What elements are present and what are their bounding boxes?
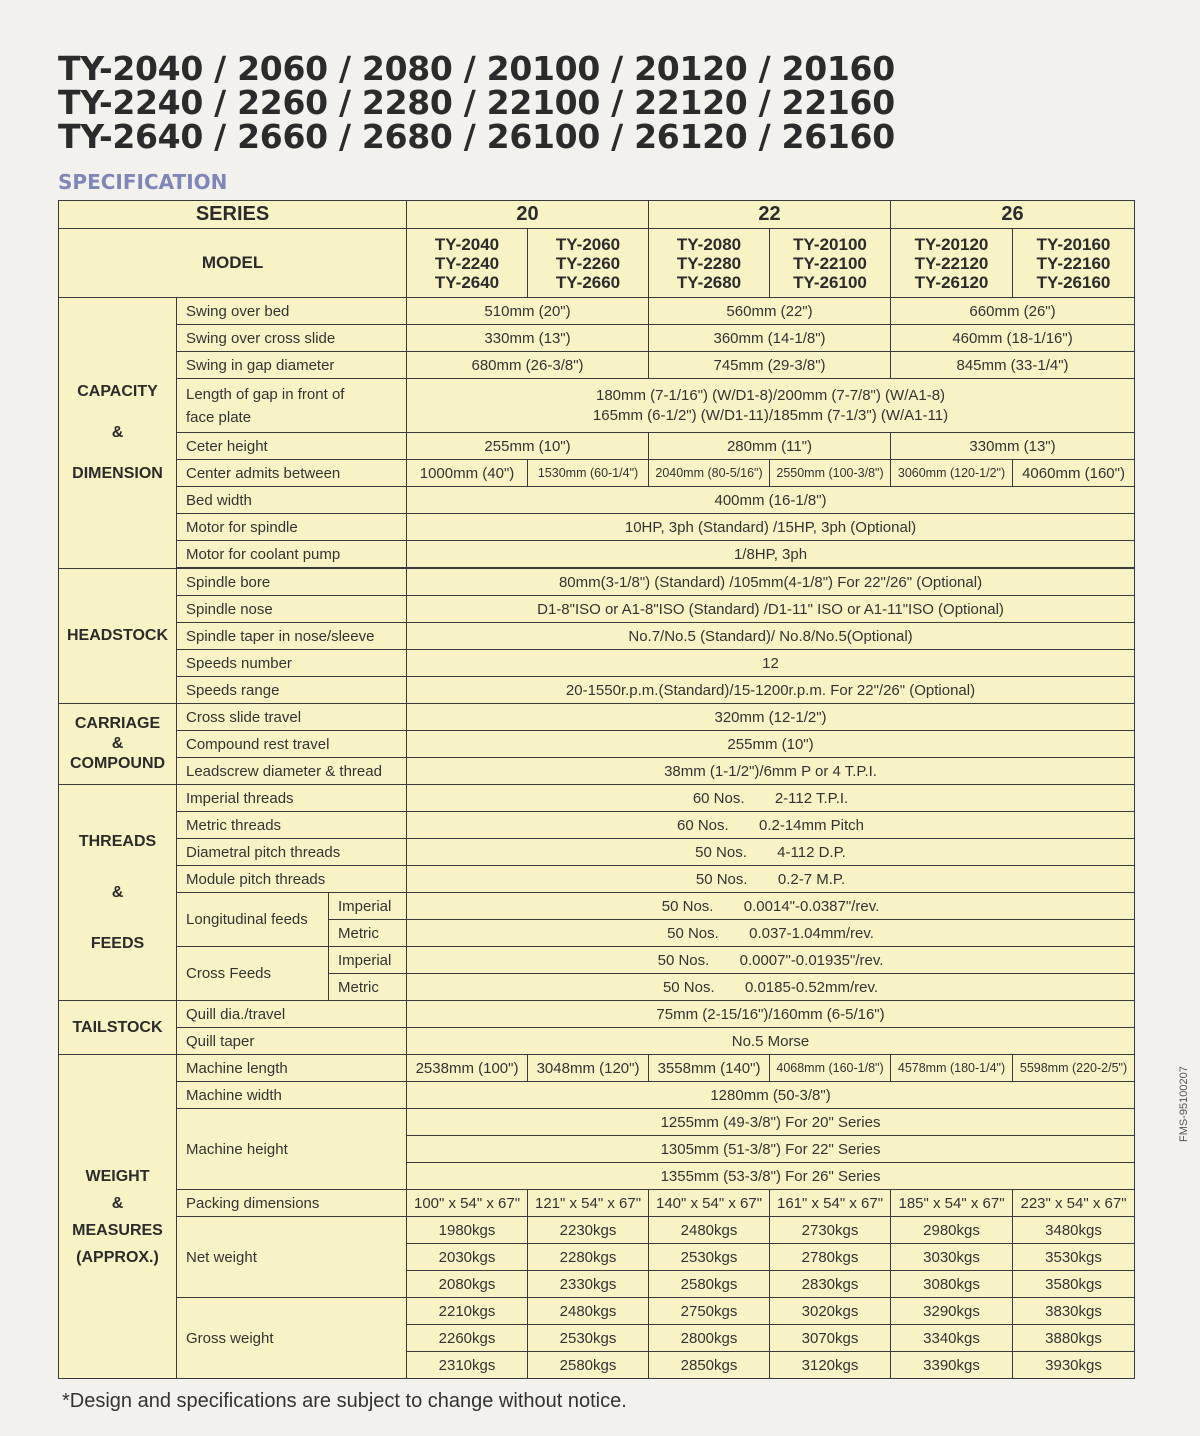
row-label: Speeds range	[177, 677, 407, 704]
row-label: Machine length	[177, 1055, 407, 1082]
table-row: 1355mm (53-3/8") For 26" Series	[59, 1163, 1135, 1190]
table-row: Diametral pitch threads 50 Nos. 4-112 D.P.	[59, 839, 1135, 866]
row-label: Machine height	[177, 1109, 407, 1190]
row-label: Swing over cross slide	[177, 325, 407, 352]
table-row: HEADSTOCK Spindle bore 80mm(3-1/8") (Standard) /105mm(4-1/8") For 22"/26" (Optional)	[59, 569, 1135, 596]
table-row: TAILSTOCK Quill dia./travel 75mm (2-15/16")/160mm (6-5/16")	[59, 1001, 1135, 1028]
row-label: Spindle nose	[177, 596, 407, 623]
sub-label: Metric	[329, 974, 407, 1001]
series-20: 20	[407, 201, 649, 229]
title-line-2: TY-2240 / 2260 / 2280 / 22100 / 22120 / 22160	[58, 83, 895, 122]
row-label: Machine width	[177, 1082, 407, 1109]
table-row: Module pitch threads 50 Nos. 0.2-7 M.P.	[59, 866, 1135, 893]
table-row: 2080kgs 2330kgs 2580kgs 2830kgs 3080kgs 3580kgs	[59, 1271, 1135, 1298]
row-label: Speeds number	[177, 650, 407, 677]
row-label: Cross Feeds	[177, 947, 329, 1001]
table-row: Length of gap in front of face plate 180mm (7-1/16") (W/D1-8)/200mm (7-7/8") (W/A1-8) 165mm (6-1/2") (W/D1-11)/185mm (7-1/3") (W/A1-11)	[59, 379, 1135, 433]
row-label: Spindle bore	[177, 569, 407, 596]
row-label: Center admits between	[177, 460, 407, 487]
series-row	[59, 201, 1135, 229]
row-label: Bed width	[177, 487, 407, 514]
title-line-3: TY-2640 / 2660 / 2680 / 26100 / 26120 / 26160	[58, 117, 895, 156]
table-row: Gross weight 2210kgs 2480kgs 2750kgs 3020kgs 3290kgs 3830kgs	[59, 1298, 1135, 1325]
table-row: Quill taper No.5 Morse	[59, 1028, 1135, 1055]
table-row: Metric threads 60 Nos. 0.2-14mm Pitch	[59, 812, 1135, 839]
row-label: Motor for spindle	[177, 514, 407, 541]
table-row: Center admits between 1000mm (40") 1530mm (60-1/4") 2040mm (80-5/16") 2550mm (100-3/8") 3060mm (120-1/2") 4060mm (160")	[59, 460, 1135, 487]
group-headstock: HEADSTOCK	[59, 569, 177, 704]
model-col-6: TY-20160 TY-22160 TY-26160	[1013, 229, 1135, 298]
row-label: Quill dia./travel	[177, 1001, 407, 1028]
title-line-1: TY-2040 / 2060 / 2080 / 20100 / 20120 / 20160	[58, 49, 895, 88]
table-row: Machine height 1255mm (49-3/8") For 20" Series	[59, 1109, 1135, 1136]
model-label: MODEL	[59, 229, 407, 298]
table-row: CAPACITY & DIMENSION Swing over bed 510mm (20") 560mm (22") 660mm (26")	[59, 298, 1135, 325]
table-row: CARRIAGE & COMPOUND Cross slide travel 320mm (12-1/2")	[59, 704, 1135, 731]
footnote: *Design and specifications are subject to change without notice.	[62, 1390, 627, 1412]
table-row: Bed width 400mm (16-1/8")	[59, 487, 1135, 514]
row-label: Longitudinal feeds	[177, 893, 329, 947]
row-label: Gross weight	[177, 1298, 407, 1379]
table-row: Longitudinal feeds Imperial 50 Nos. 0.0014"-0.0387"/rev.	[59, 893, 1135, 920]
series-22: 22	[649, 201, 891, 229]
table-row: 2310kgs 2580kgs 2850kgs 3120kgs 3390kgs 3930kgs	[59, 1352, 1135, 1379]
model-col-4: TY-20100 TY-22100 TY-26100	[770, 229, 891, 298]
series-26: 26	[891, 201, 1135, 229]
group-weight-measures: WEIGHT & MEASURES (APPROX.)	[59, 1055, 177, 1379]
table-row: Leadscrew diameter & thread 38mm (1-1/2")/6mm P or 4 T.P.I.	[59, 758, 1135, 785]
table-row: Ceter height 255mm (10") 280mm (11") 330mm (13")	[59, 433, 1135, 460]
table-row: Metric 50 Nos. 0.0185-0.52mm/rev.	[59, 974, 1135, 1001]
row-label: Spindle taper in nose/sleeve	[177, 623, 407, 650]
row-label: Compound rest travel	[177, 731, 407, 758]
spec-table	[58, 200, 1135, 1379]
table-row: Compound rest travel 255mm (10")	[59, 731, 1135, 758]
group-tailstock: TAILSTOCK	[59, 1001, 177, 1055]
row-label: Quill taper	[177, 1028, 407, 1055]
table-row: 2030kgs 2280kgs 2530kgs 2780kgs 3030kgs 3530kgs	[59, 1244, 1135, 1271]
sub-label: Imperial	[329, 893, 407, 920]
table-row: Spindle taper in nose/sleeve No.7/No.5 (Standard)/ No.8/No.5(Optional)	[59, 623, 1135, 650]
table-row: Speeds number 12	[59, 650, 1135, 677]
table-row: Swing over cross slide 330mm (13") 360mm (14-1/8") 460mm (18-1/16")	[59, 325, 1135, 352]
group-threads-feeds: THREADS & FEEDS	[59, 785, 177, 1001]
table-row: WEIGHT & MEASURES (APPROX.) Machine length 2538mm (100") 3048mm (120") 3558mm (140") 4068mm (160-1/8") 4578mm (180-1/4") 5598mm (220-2/5")	[59, 1055, 1135, 1082]
row-label: Swing over bed	[177, 298, 407, 325]
table-row: Cross Feeds Imperial 50 Nos. 0.0007"-0.01935"/rev.	[59, 947, 1135, 974]
row-label: Packing dimensions	[177, 1190, 407, 1217]
row-label: Module pitch threads	[177, 866, 407, 893]
row-label: Imperial threads	[177, 785, 407, 812]
table-row: Swing in gap diameter 680mm (26-3/8") 745mm (29-3/8") 845mm (33-1/4")	[59, 352, 1135, 379]
table-row: Speeds range 20-1550r.p.m.(Standard)/15-1200r.p.m. For 22"/26" (Optional)	[59, 677, 1135, 704]
row-label: Leadscrew diameter & thread	[177, 758, 407, 785]
section-title: SPECIFICATION	[58, 170, 228, 194]
sub-label: Metric	[329, 920, 407, 947]
table-row: 2260kgs 2530kgs 2800kgs 3070kgs 3340kgs 3880kgs	[59, 1325, 1135, 1352]
group-carriage-compound: CARRIAGE & COMPOUND	[59, 704, 177, 785]
document-code: FMS-95100207	[1178, 1066, 1190, 1142]
row-label: Swing in gap diameter	[177, 352, 407, 379]
model-col-1: TY-2040 TY-2240 TY-2640	[407, 229, 528, 298]
table-row: Machine width 1280mm (50-3/8")	[59, 1082, 1135, 1109]
row-label: Motor for coolant pump	[177, 541, 407, 568]
table-row: Spindle nose D1-8"ISO or A1-8"ISO (Standard) /D1-11" ISO or A1-11"ISO (Optional)	[59, 596, 1135, 623]
table-row: Motor for spindle 10HP, 3ph (Standard) /15HP, 3ph (Optional)	[59, 514, 1135, 541]
model-row	[59, 229, 1135, 298]
table-row: THREADS & FEEDS Imperial threads 60 Nos. 2-112 T.P.I.	[59, 785, 1135, 812]
title-block	[58, 49, 895, 156]
table-row: Motor for coolant pump 1/8HP, 3ph	[59, 541, 1135, 568]
row-label: Net weight	[177, 1217, 407, 1298]
row-label: Diametral pitch threads	[177, 839, 407, 866]
model-col-5: TY-20120 TY-22120 TY-26120	[891, 229, 1013, 298]
series-label: SERIES	[59, 201, 407, 229]
table-row: Packing dimensions 100" x 54" x 67" 121" x 54" x 67" 140" x 54" x 67" 161" x 54" x 67" 185" x 54" x 67" 223" x 54" x 67"	[59, 1190, 1135, 1217]
row-label: Ceter height	[177, 433, 407, 460]
table-row: Net weight 1980kgs 2230kgs 2480kgs 2730kgs 2980kgs 3480kgs	[59, 1217, 1135, 1244]
model-col-2: TY-2060 TY-2260 TY-2660	[528, 229, 649, 298]
sub-label: Imperial	[329, 947, 407, 974]
table-row: 1305mm (51-3/8") For 22" Series	[59, 1136, 1135, 1163]
row-label: Cross slide travel	[177, 704, 407, 731]
model-col-3: TY-2080 TY-2280 TY-2680	[649, 229, 770, 298]
row-label: Metric threads	[177, 812, 407, 839]
row-label: Length of gap in front of face plate	[177, 379, 407, 433]
table-row: Metric 50 Nos. 0.037-1.04mm/rev.	[59, 920, 1135, 947]
group-capacity-dimension: CAPACITY & DIMENSION	[59, 298, 177, 569]
